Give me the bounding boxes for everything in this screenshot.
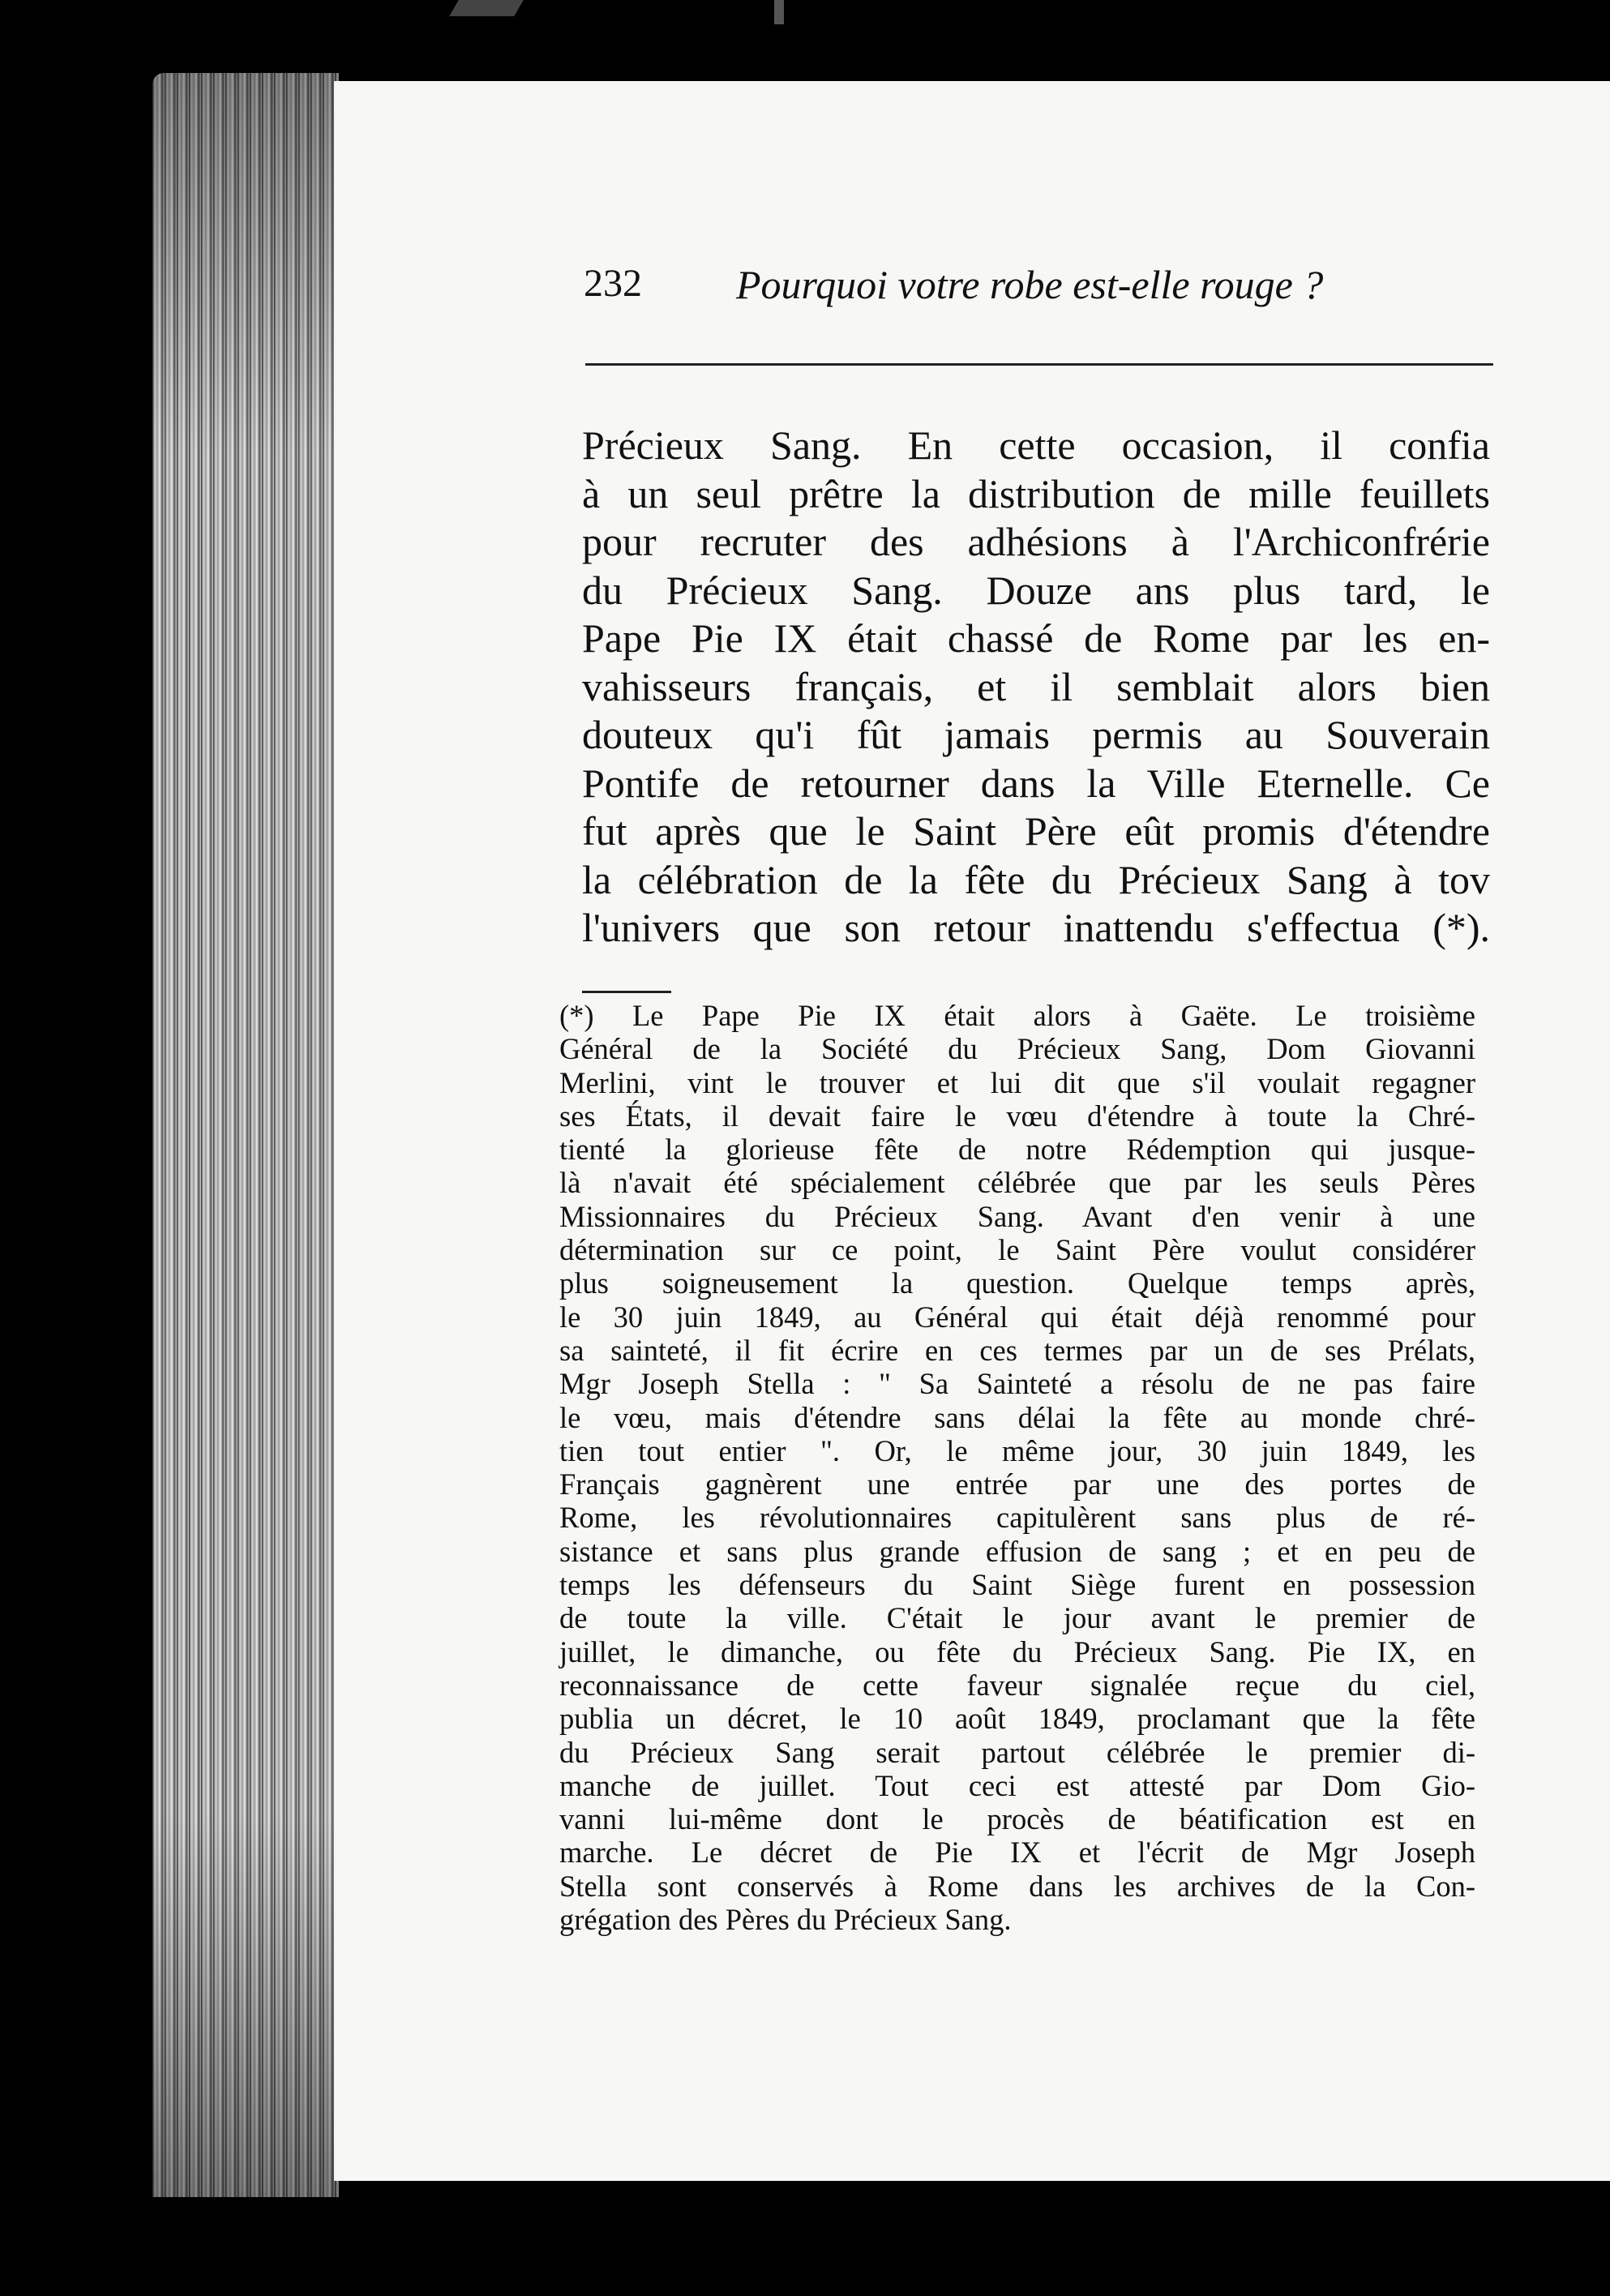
footnote-line: le vœu, mais d'étendre sans délai la fête au monde chré-: [559, 1400, 1475, 1434]
footnote-line: Missionnaires du Précieux Sang. Avant d'en venir à une: [559, 1199, 1475, 1233]
footnote-line: plus soigneusement la question. Quelque temps après,: [559, 1266, 1475, 1300]
footnote-line: du Précieux Sang serait partout célébrée le premier di-: [559, 1735, 1475, 1769]
footnote-line: (*) Le Pape Pie IX était alors à Gaëte. Le troisième: [559, 999, 1475, 1032]
footnote-line: marche. Le décret de Pie IX et l'écrit de Mgr Joseph: [559, 1836, 1475, 1870]
text-line: pour recruter des adhésions à l'Archiconfrérie: [582, 519, 1490, 564]
page-number: 232: [584, 262, 642, 305]
footnote-line: vanni lui-même dont le procès de béatification est en: [559, 1802, 1475, 1836]
footnote-line: reconnaissance de cette faveur signalée reçue du ciel,: [559, 1668, 1475, 1702]
book-edge-shadow: [152, 73, 339, 2197]
footnote-line: Général de la Société du Précieux Sang, Dom Giovanni: [559, 1032, 1475, 1066]
header-rule: [585, 363, 1493, 366]
text-line: Pape Pie IX était chassé de Rome par les en-: [582, 615, 1490, 661]
text-line: l'univers que son retour inattendu s'effectua (*).: [582, 905, 1490, 950]
footnote-line: temps les défenseurs du Saint Siège furent en possession: [559, 1568, 1475, 1602]
footnote-line: Français gagnèrent une entrée par une des portes de: [559, 1467, 1475, 1501]
scan-artifact: [449, 0, 524, 16]
text-line: douteux qu'i fût jamais permis au Souverain: [582, 712, 1490, 757]
footnote-line: sistance et sans plus grande effusion de sang ; et en peu de: [559, 1534, 1475, 1568]
footnote-line: Rome, les révolutionnaires capitulèrent sans plus de ré-: [559, 1501, 1475, 1535]
footnote-line: tien tout entier ". Or, le même jour, 30 juin 1849, les: [559, 1433, 1475, 1467]
footnote-line: détermination sur ce point, le Saint Père voulut considérer: [559, 1233, 1475, 1267]
footnote-line: manche de juillet. Tout ceci est attesté par Dom Gio-: [559, 1768, 1475, 1802]
text-line: du Précieux Sang. Douze ans plus tard, le: [582, 567, 1490, 613]
text-line: vahisseurs français, et il semblait alors bien: [582, 663, 1490, 709]
footnote-line: de toute la ville. C'était le jour avant le premier de: [559, 1601, 1475, 1635]
running-title: Pourquoi votre robe est-elle rouge ?: [736, 262, 1324, 307]
footnote-line: publia un décret, le 10 août 1849, proclamant que la fête: [559, 1702, 1475, 1736]
page-header: [584, 261, 1508, 318]
text-line: fut après que le Saint Père eût promis d'étendre: [582, 808, 1490, 854]
footnote-line: juillet, le dimanche, ou fête du Précieux Sang. Pie IX, en: [559, 1634, 1475, 1668]
footnote-line: sa sainteté, il fit écrire en ces termes par un de ses Prélats,: [559, 1333, 1475, 1367]
footnote-line: tienté la glorieuse fête de notre Rédemption qui jusque-: [559, 1133, 1475, 1167]
text-line: la célébration de la fête du Précieux Sang à tov: [582, 856, 1490, 902]
main-paragraph: [582, 422, 1490, 953]
footnote-line: là n'avait été spécialement célébrée que par les seuls Pères: [559, 1166, 1475, 1200]
footnote-line: le 30 juin 1849, au Général qui était déjà renommé pour: [559, 1300, 1475, 1334]
footnote-line: ses États, il devait faire le vœu d'étendre à toute la Chré-: [559, 1099, 1475, 1133]
footnote-rule: [582, 991, 671, 993]
footnote-line: Stella sont conservés à Rome dans les archives de la Con-: [559, 1869, 1475, 1903]
text-line: Précieux Sang. En cette occasion, il confia: [582, 422, 1490, 468]
footnote-line: Merlini, vint le trouver et lui dit que s'il voulait regagner: [559, 1065, 1475, 1099]
text-line: Pontife de retourner dans la Ville Eternelle. Ce: [582, 760, 1490, 806]
footnote: [559, 999, 1475, 1936]
scan-artifact: [774, 0, 784, 24]
footnote-line: Mgr Joseph Stella : " Sa Sainteté a résolu de ne pas faire: [559, 1367, 1475, 1401]
footnote-line: grégation des Pères du Précieux Sang.: [559, 1903, 1012, 1937]
text-line: à un seul prêtre la distribution de mille feuillets: [582, 470, 1490, 516]
